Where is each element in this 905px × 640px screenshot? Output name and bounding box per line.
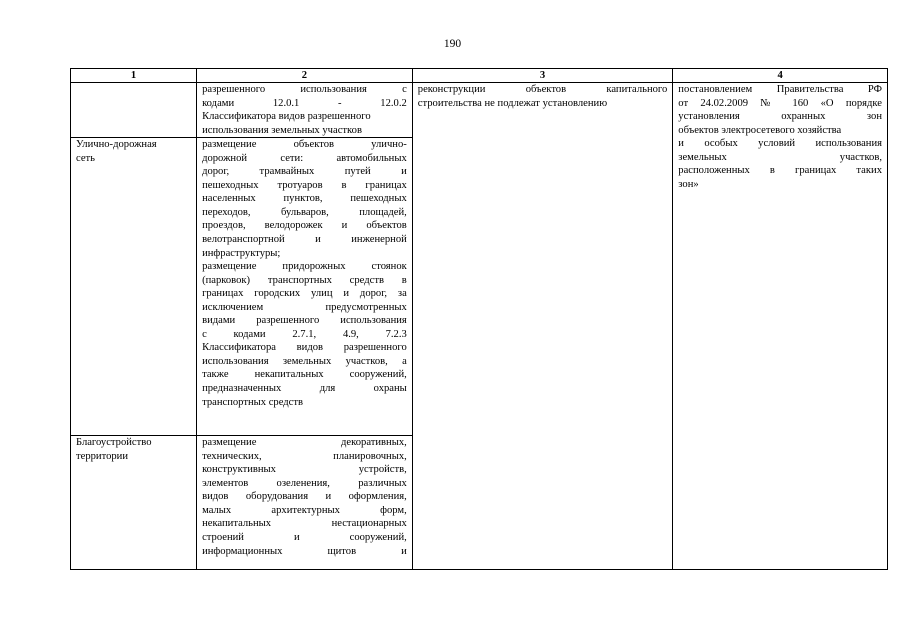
text-line: земельных участков,: [678, 151, 882, 163]
bottom-edge-4: [673, 570, 888, 571]
text-line: (парковок) транспортных средств в: [202, 274, 407, 286]
text-line: видов оборудования и оформления,: [202, 491, 407, 503]
bottom-edge-1: [71, 570, 197, 571]
text-line: кодами 12.0.1 - 12.0.2: [202, 97, 407, 109]
text-line: информационных щитов и: [202, 545, 407, 557]
row3-col1-cell: [71, 436, 197, 570]
text-line: размещение объектов улично-: [202, 139, 407, 151]
text-line: Улично-дорожная: [76, 139, 157, 151]
table-bottom-edge: [71, 570, 888, 571]
text-line: малых архитектурных форм,: [202, 504, 407, 516]
text-line: Классификатора видов разрешенного: [202, 111, 371, 123]
text-line: зон»: [678, 178, 699, 190]
text-line: переходов, бульваров, площадей,: [202, 206, 407, 218]
text-line: установления охранных зон: [678, 111, 882, 123]
text-line: видами разрешенного использования: [202, 315, 407, 327]
text-line: транспортных средств: [202, 396, 303, 408]
row1-col2-cell: [197, 83, 413, 138]
page-number: 190: [443, 38, 462, 50]
text-line: велотранспортной и инженерной: [202, 234, 407, 246]
zoning-table: [70, 68, 888, 570]
header-col-2: 2: [197, 69, 413, 83]
row1-col1-cell: [71, 83, 197, 138]
text-line: Классификатора видов разрешенного: [202, 342, 407, 354]
text-line: и особых условий использования: [678, 138, 882, 150]
text-line: размещение придорожных стоянок: [202, 261, 407, 273]
header-col-1: 1: [71, 69, 197, 83]
row2-col1-cell: [71, 138, 197, 436]
col4-merged-cell: [673, 83, 888, 570]
text-line: реконструкции объектов капитального: [417, 84, 668, 95]
text-line: объектов электросетевого хозяйства: [678, 124, 842, 136]
col3-merged-cell: [412, 83, 673, 570]
text-line: с кодами 2.7.1, 4.9, 7.2.3: [202, 328, 407, 340]
header-col-3: 3: [412, 69, 673, 83]
text-line: от 24.02.2009 № 160 «О порядке: [678, 97, 882, 109]
text-line: расположенных в границах таких: [678, 165, 882, 177]
text-line: границах городских улиц и дорог, за: [202, 288, 407, 300]
row3-col2-cell: [197, 436, 413, 570]
text-line: использования земельных участков: [202, 124, 362, 136]
text-line: исключением предусмотренных: [202, 301, 407, 313]
text-line: территории: [76, 450, 129, 462]
text-line: строений и сооружений,: [202, 532, 407, 544]
text-line: также некапитальных сооружений,: [202, 369, 407, 381]
text-line: дорог, трамвайных путей и: [202, 166, 407, 178]
text-line: разрешенного использования с: [202, 84, 407, 95]
text-line: предназначенных для охраны: [202, 383, 407, 395]
text-line: пешеходных тротуаров в границах: [202, 179, 407, 191]
text-line: размещение декоративных,: [202, 437, 407, 449]
header-col-4: 4: [673, 69, 888, 83]
text-line: постановлением Правительства РФ: [678, 84, 882, 95]
text-line: конструктивных устройств,: [202, 464, 407, 476]
text-line: элементов озеленения, различных: [202, 477, 407, 489]
text-line: технических, планировочных,: [202, 450, 407, 462]
text-line: некапитальных нестационарных: [202, 518, 407, 530]
bottom-edge-3: [412, 570, 673, 571]
text-line: населенных пунктов, пешеходных: [202, 193, 407, 205]
text-line: дорожной сети: автомобильных: [202, 152, 407, 164]
text-line: строительства не подлежат установлению: [417, 97, 608, 109]
table-header-row: [71, 69, 888, 83]
bottom-edge-2: [197, 570, 413, 571]
row2-col2-cell: [197, 138, 413, 436]
table-row: [71, 83, 888, 138]
text-line: Благоустройство: [76, 437, 152, 449]
text-line: сеть: [76, 152, 95, 164]
text-line: инфраструктуры;: [202, 247, 281, 259]
text-line: использования земельных участков, а: [202, 355, 407, 367]
text-line: проездов, велодорожек и объектов: [202, 220, 407, 232]
